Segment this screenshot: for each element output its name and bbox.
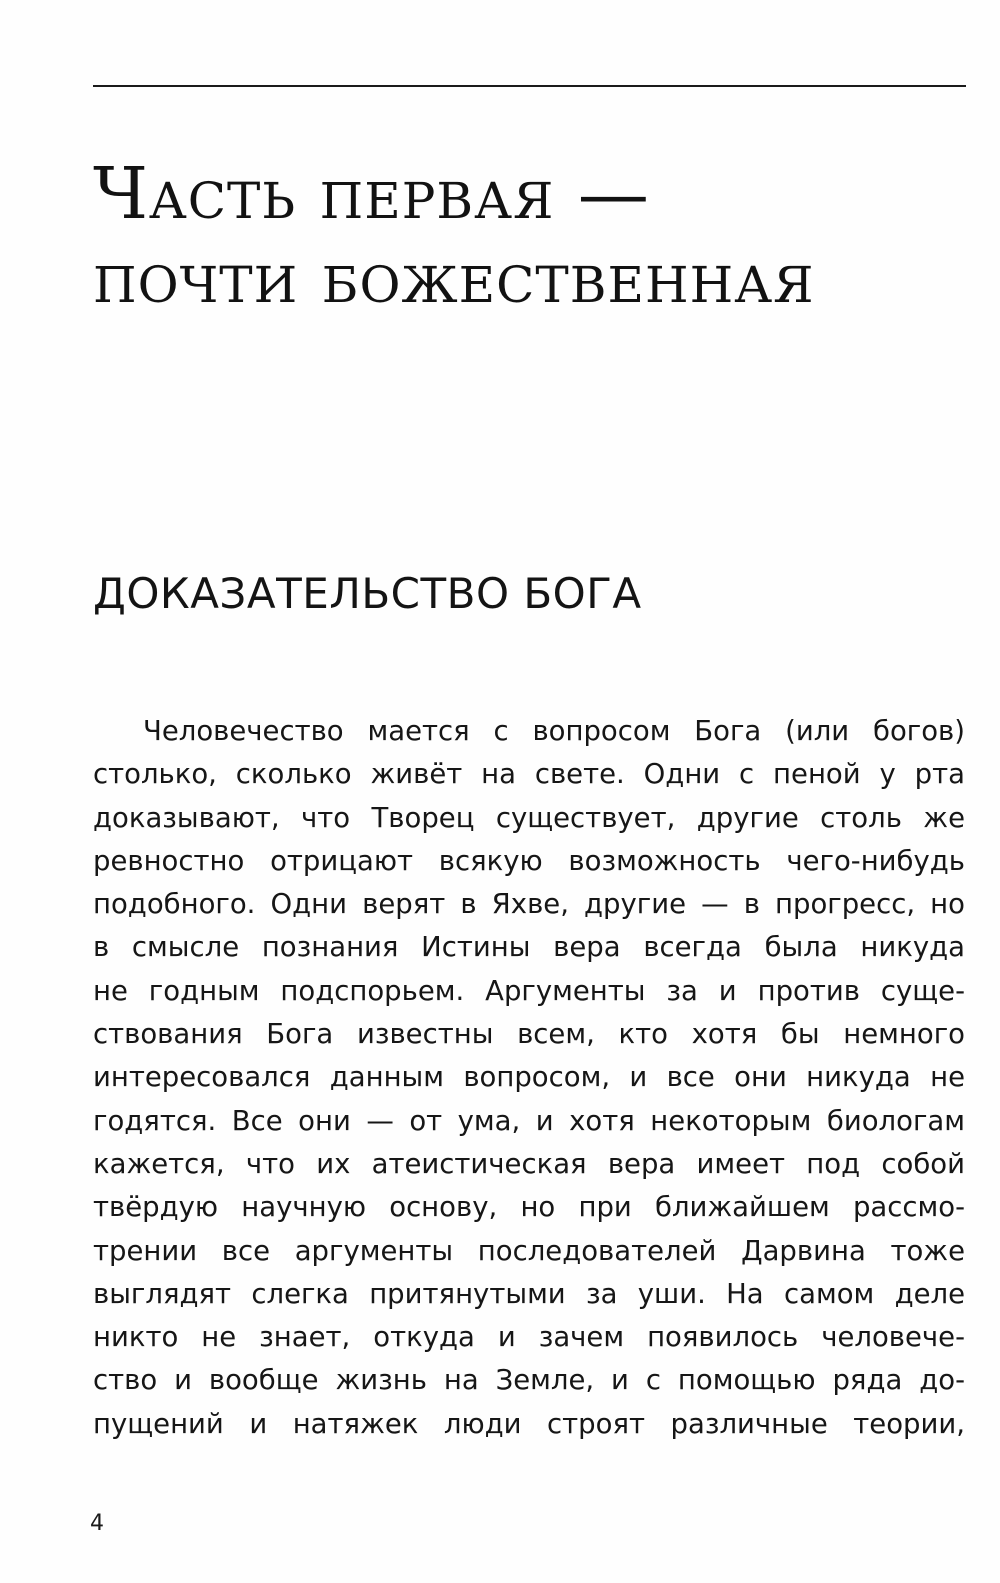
part-title-line-2: почти божественная	[93, 236, 815, 319]
text-line: интересовался данным вопросом, и все они никуда не	[93, 1061, 965, 1094]
text-line: никто не знает, откуда и зачем появилось человече-	[93, 1321, 965, 1354]
text-line: трении все аргументы последователей Дарвина тоже	[93, 1234, 965, 1267]
text-line: подобного. Одни верят в Яхве, другие — в прогресс, но	[93, 888, 965, 921]
body-paragraph	[93, 710, 965, 1446]
chapter-title: ДОКАЗАТЕЛЬСТВО БОГА	[93, 569, 642, 618]
text-line: выглядят слегка притянутыми за уши. На самом деле	[93, 1277, 965, 1310]
text-line: в смысле познания Истины вера всегда была никуда	[93, 931, 965, 964]
part-title	[93, 152, 973, 320]
text-line: ство и вообще жизнь на Земле, и с помощью ряда до-	[93, 1364, 965, 1397]
text-line: годятся. Все они — от ума, и хотя некоторым биологам	[93, 1104, 965, 1137]
text-line: не годным подспорьем. Аргументы за и против суще-	[93, 974, 965, 1007]
text-line: ревностно отрицают всякую возможность чего-нибудь	[93, 844, 965, 877]
text-line: твёрдую научную основу, но при ближайшем рассмо-	[93, 1191, 965, 1224]
text-line: доказывают, что Творец существует, другие столь же	[93, 801, 965, 834]
part-title-line-1: Часть первая —	[93, 152, 650, 235]
text-line: пущений и натяжек люди строят различные теории,	[93, 1407, 965, 1440]
page-number: 4	[90, 1511, 104, 1536]
text-line: ствования Бога известны всем, кто хотя бы немного	[93, 1018, 965, 1051]
text-line: кажется, что их атеистическая вера имеет под собой	[93, 1147, 965, 1180]
text-line: Человечество мается с вопросом Бога (или богов)	[143, 715, 965, 747]
header-rule	[93, 85, 966, 87]
text-line: столько, сколько живёт на свете. Одни с пеной у рта	[93, 758, 965, 791]
